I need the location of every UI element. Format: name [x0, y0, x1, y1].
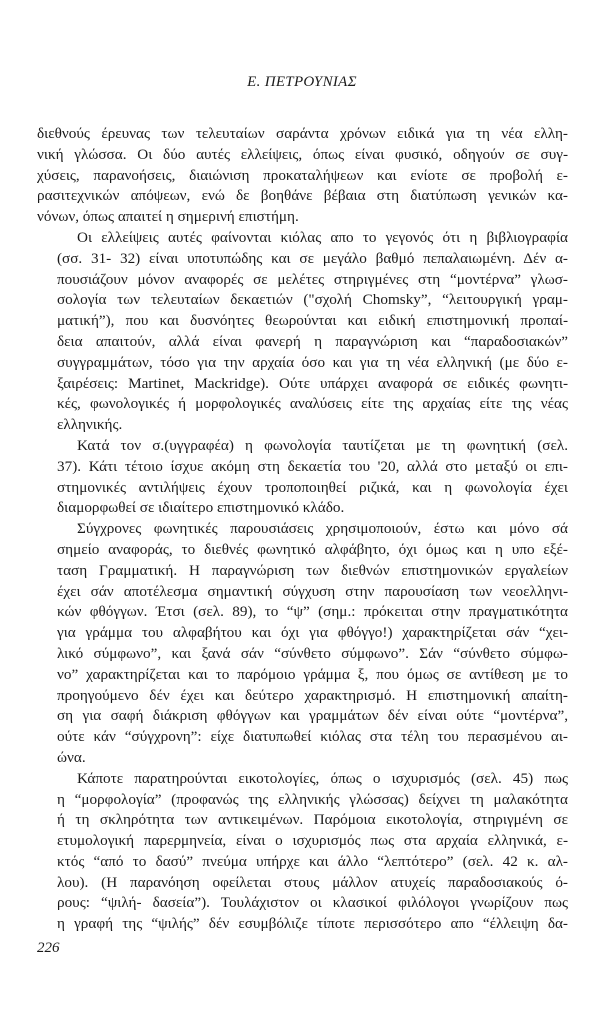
- body-text: [37, 124, 568, 935]
- text-line: σημείο αναφοράς, το διεθνές φωνητικό αλφάβητο, όχι όμως και η υπο εξέ-: [57, 540, 568, 558]
- text-line: η “μορφολογία” (προφανώς της ελληνικής γλώσσας) δείχνει τη μαλακότητα: [57, 790, 568, 808]
- text-line: στημονικές αντιλήψεις έχουν τροποποιηθεί ριζικά, και η φωνολογία έχει: [57, 478, 568, 496]
- text-line: διεθνούς έρευνας των τελευταίων σαράντα χρόνων ειδικά για τη νέα ελλη-: [37, 125, 568, 142]
- text-line: κών φθόγγων. Έτσι (σελ. 89), το “ψ” (σημ.: πρόκειται στην πραγματικότητα: [57, 603, 568, 621]
- text-line: ματική”), που και δυσνόητες θεωρούνται και ειδική επιστημονική προπαί-: [57, 312, 568, 330]
- text-line: λου). (Η παρανόηση οφείλεται στους μάλλον ατυχείς παραδοσιακούς ό-: [57, 873, 568, 891]
- text-line: ελληνικής.: [57, 416, 123, 434]
- text-line: ξαιρέσεις: Martinet, Mackridge). Ούτε υπάρχει αναφορά σε ειδικές φωνητι-: [57, 374, 568, 392]
- page-number: 226: [37, 940, 60, 956]
- paragraph: [37, 228, 568, 436]
- text-line: χύσεις, παρανοήσεις, διαιώνιση προκαταλήψεων και ενίοτε σε προβολή ε-: [37, 166, 568, 184]
- text-line: ρασιτεχνικών απόψεων, ενώ δε βοηθάνε βέβαια στη διατύπωση γενικών κα-: [37, 187, 568, 205]
- text-line: νική γλώσσα. Οι δύο αυτές ελλείψεις, όπως είναι φυσικό, οδηγούν σε συγ-: [37, 145, 568, 163]
- paragraph: [37, 769, 568, 935]
- text-line: Σύγχρονες φωνητικές παρουσιάσεις χρησιμοποιούν, έστω και μόνο σά: [77, 520, 568, 538]
- text-line: Κάποτε παρατηρούνται εικοτολογίες, όπως ο ισχυρισμός (σελ. 45) πως: [77, 769, 568, 787]
- text-line: πουσιάζουν μόνον αναφορές σε μελέτες στηριγμένες στη “μοντέρνα” γλωσ-: [57, 270, 568, 288]
- text-line: διαμορφωθεί σε ιδιαίτερο επιστημονικό κλάδο.: [57, 499, 345, 517]
- text-line: ή τη σκληρότητα των αντικειμένων. Παρόμοια εικοτολογία, στηριγμένη σε: [57, 811, 568, 829]
- text-line: η γραφή της “ψιλής” δέν εσυμβόλιζε τίποτε περισσότερο απο “έλλειψη δα-: [57, 915, 568, 933]
- text-line: 37). Κάτι τέτοιο ίσχυε ακόμη στη δεκαετία του '20, αλλά στο μεταξύ οι επι-: [57, 457, 568, 475]
- text-line: ση για σαφή διάκριση φθόγγων και γραμμάτων δέν είναι ούτε “μοντέρνα”,: [57, 707, 568, 725]
- text-line: ρους: “ψιλή- δασεία”). Τουλάχιστον οι κλασικοί φιλόλογοι γνωρίζουν πως: [57, 894, 568, 912]
- text-line: λικό σύμφωνο”, και ξανά σάν “σύνθετο σύμφωνο”. Σάν “σύνθετο σύμφω-: [57, 644, 568, 662]
- text-line: Οι ελλείψεις αυτές φαίνονται κιόλας απο το γεγονός ότι η βιβλιογραφία: [77, 228, 568, 246]
- text-line: δεια απαιτούν, αλλά είναι φανερή η παραγνώριση και “παραδοσιακών”: [57, 332, 568, 350]
- text-line: ετυμολογική παρερμηνεία, είναι ο ισχυρισμός πως στα αρχαία ελληνικά, ε-: [57, 832, 568, 850]
- text-line: έχει σάν αποτέλεσμα σημαντική σύγχυση στην παρουσίαση των νεοελληνι-: [57, 582, 568, 600]
- running-header: Ε. ΠΕΤΡΟΥΝΙΑΣ: [247, 74, 357, 90]
- text-line: κτός “από το δασύ” πνεύμα υπήρχε και άλλο “λεπτότερο” (σελ. 42 κ. αλ-: [57, 852, 568, 870]
- text-line: ώνα.: [57, 748, 86, 766]
- paragraph: [37, 124, 568, 228]
- text-line: κές, φωνολογικές ή μορφολογικές αναλύσεις είτε της αρχαίας είτε της νέας: [57, 395, 568, 413]
- text-line: νόνων, όπως απαιτεί η σημερινή επιστήμη.: [37, 208, 299, 226]
- text-line: Κατά τον σ.(υγγραφέα) η φωνολογία ταυτίζεται με τη φωνητική (σελ.: [77, 436, 568, 454]
- paragraph: [37, 436, 568, 519]
- text-line: ούτε κάν “σύγχρονη”: είχε διατυπωθεί κιόλας στα τέλη του περασμένου αι-: [57, 728, 568, 746]
- text-line: (σσ. 31- 32) είναι υποτυπώδης και σε μεγάλο βαθμό πεπαλαιωμένη. Δέν α-: [57, 249, 568, 267]
- text-line: συγγραμμάτων, τόσο για την αρχαία όσο και για τη νέα ελληνική (με δύο ε-: [57, 353, 568, 371]
- text-line: για γράμμα του αλφαβήτου και όχι για φθόγγο!) χαρακτηρίζεται σάν “χει-: [57, 624, 568, 642]
- text-line: σολογία των τελευταίων δεκαετιών ("σχολή Chomsky”, “λειτουργική γραμ-: [57, 291, 568, 309]
- paragraph: [37, 519, 568, 769]
- text-line: νο” χαρακτηρίζεται και το παρόμοιο γράμμα ξ, που όμως σε αντίθεση με το: [57, 665, 568, 683]
- text-line: προηγούμενο δέν έχει και δεύτερο χαρακτηρισμό. Η επιστημονική απαίτη-: [57, 686, 568, 704]
- text-line: ταση Γραμματική. Η παραγνώριση των διεθνών επιστημονικών εργαλείων: [57, 561, 568, 579]
